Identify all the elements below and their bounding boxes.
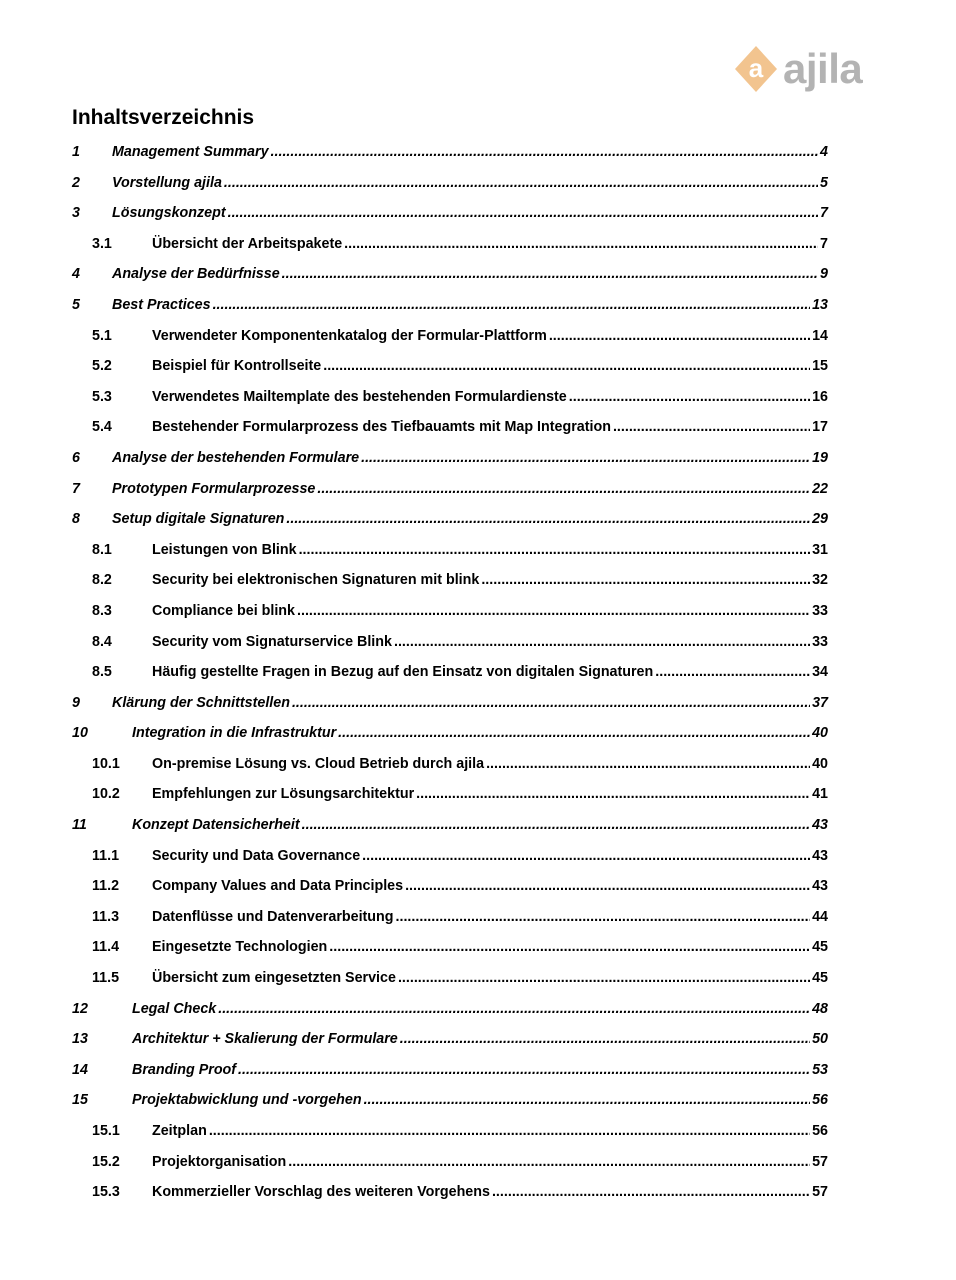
toc-entry-page: 7: [820, 235, 828, 252]
toc-entry-number: 3: [72, 205, 80, 222]
toc-entry-page: 7: [820, 205, 828, 222]
toc-entry[interactable]: [72, 1001, 828, 1032]
toc-entry-title: Security und Data Governance: [152, 847, 361, 864]
toc-entry[interactable]: [72, 297, 828, 328]
toc-entry[interactable]: [72, 664, 828, 695]
toc-entry-number: 11.5: [92, 970, 120, 987]
toc-entry[interactable]: [72, 542, 828, 573]
toc-entry[interactable]: [72, 1123, 828, 1154]
toc-entry-title: Best Practices: [112, 296, 211, 313]
toc-leader-dots: [282, 266, 818, 282]
toc-entry-number: 11.1: [92, 847, 120, 864]
toc-entry-page: 56: [812, 1123, 828, 1139]
toc-entry[interactable]: [72, 1031, 828, 1062]
toc-entry-page: 57: [812, 1184, 828, 1201]
toc-entry-page: 31: [812, 541, 828, 558]
toc-leader-dots: [329, 939, 810, 955]
logo-mark-letter: a: [748, 53, 764, 83]
toc-entry-title: Security bei elektronischen Signaturen mit blink: [152, 572, 480, 589]
toc-leader-dots: [218, 1001, 810, 1017]
toc-entry-page: 33: [812, 602, 828, 619]
toc-entry[interactable]: [72, 634, 828, 665]
toc-entry[interactable]: [72, 603, 828, 634]
toc-entry-page: 9: [820, 266, 828, 283]
toc-leader-dots: [213, 297, 811, 313]
toc-leader-dots: [613, 419, 810, 435]
toc-entry-page: 29: [812, 511, 828, 528]
toc-entry-number: 10.1: [92, 755, 120, 772]
toc-entry-number: 10.2: [92, 786, 120, 803]
toc-entry-title: Prototypen Formularprozesse: [112, 480, 316, 497]
toc-entry-page: 5: [820, 174, 828, 191]
toc-entry-number: 5: [72, 296, 80, 313]
toc-entry[interactable]: [72, 817, 828, 848]
toc-entry-page: 41: [812, 786, 828, 803]
toc-entry-number: 5.4: [92, 419, 112, 436]
toc-entry-title: Eingesetzte Technologien: [152, 939, 328, 956]
toc-entry-page: 57: [812, 1153, 828, 1170]
toc-entry-number: 8.4: [92, 633, 112, 650]
toc-entry-title: Vorstellung ajila: [112, 174, 222, 191]
toc-entry-number: 8.1: [92, 541, 112, 558]
toc-leader-dots: [569, 389, 810, 405]
toc-entry-number: 3.1: [92, 235, 112, 252]
toc-entry-number: 11.3: [92, 908, 120, 925]
toc-entry-title: Kommerzieller Vorschlag des weiteren Vorgehens: [152, 1184, 490, 1201]
ajila-logo: [733, 42, 862, 96]
toc-entry-page: 40: [812, 755, 828, 772]
toc-entry-page: 14: [812, 327, 828, 344]
toc-entry-number: 7: [72, 480, 80, 497]
toc-entry[interactable]: [72, 695, 828, 726]
toc-leader-dots: [549, 328, 810, 344]
toc-entry[interactable]: [72, 939, 828, 970]
toc-entry-number: 11.4: [92, 939, 120, 956]
toc-entry-title: Architektur + Skalierung der Formulare: [132, 1031, 398, 1048]
toc-entry[interactable]: [72, 878, 828, 909]
toc-entry-title: Häufig gestellte Fragen in Bezug auf den Einsatz von digitalen Signaturen: [152, 664, 654, 681]
toc-entry-number: 14: [72, 1061, 88, 1078]
toc-leader-dots: [364, 1092, 811, 1108]
toc-entry-number: 13: [72, 1031, 88, 1048]
toc-leader-dots: [481, 572, 810, 588]
toc-entry[interactable]: [72, 236, 828, 267]
toc-entry-title: Konzept Datensicherheit: [132, 817, 300, 834]
toc-entry-page: 43: [812, 878, 828, 895]
toc-entry[interactable]: [72, 266, 828, 297]
toc-entry-page: 50: [812, 1031, 828, 1048]
toc-leader-dots: [302, 817, 810, 833]
toc-entry-page: 17: [812, 419, 828, 436]
toc-leader-dots: [396, 909, 811, 925]
toc-entry-title: Verwendetes Mailtemplate des bestehenden Formulardienste: [152, 388, 567, 405]
toc-entry-number: 5.1: [92, 327, 112, 344]
toc-entry-title: Integration in die Infrastruktur: [132, 725, 337, 742]
toc-entry-page: 43: [812, 847, 828, 864]
toc-heading: Inhaltsverzeichnis: [72, 106, 255, 129]
table-of-contents: [72, 144, 828, 1215]
toc-entry-title: Security vom Signaturservice Blink: [152, 633, 392, 650]
toc-entry[interactable]: [72, 1092, 828, 1123]
toc-entry[interactable]: [72, 756, 828, 787]
toc-entry-number: 8.5: [92, 664, 112, 681]
toc-entry-title: Branding Proof: [132, 1061, 237, 1078]
toc-entry-title: Empfehlungen zur Lösungsarchitektur: [152, 786, 415, 803]
toc-entry-number: 8: [72, 511, 80, 528]
toc-leader-dots: [361, 450, 810, 466]
toc-leader-dots: [299, 542, 811, 558]
toc-entry-title: Projektorganisation: [152, 1153, 287, 1170]
toc-entry-number: 4: [72, 266, 80, 283]
toc-entry-title: Verwendeter Komponentenkatalog der Formular-Plattform: [152, 327, 547, 344]
toc-entry[interactable]: [72, 848, 828, 879]
toc-leader-dots: [400, 1031, 810, 1047]
toc-entry-page: 19: [812, 449, 828, 466]
toc-entry[interactable]: [72, 175, 828, 206]
toc-entry-number: 15.3: [92, 1184, 120, 1201]
toc-entry-page: 4: [820, 144, 828, 160]
toc-entry-title: Datenflüsse und Datenverarbeitung: [152, 908, 394, 925]
toc-entry-page: 16: [812, 388, 828, 405]
toc-entry[interactable]: [72, 450, 828, 481]
toc-entry-title: Setup digitale Signaturen: [112, 511, 285, 528]
toc-entry-number: 9: [72, 694, 80, 711]
toc-entry-page: 13: [812, 296, 828, 313]
toc-entry-title: Company Values and Data Principles: [152, 878, 404, 895]
toc-entry-number: 11: [72, 817, 87, 834]
toc-entry-number: 15: [72, 1092, 88, 1109]
toc-entry-title: Beispiel für Kontrollseite: [152, 358, 322, 375]
toc-leader-dots: [362, 848, 810, 864]
toc-leader-dots: [317, 481, 810, 497]
toc-entry-title: Zeitplan: [152, 1123, 207, 1139]
toc-leader-dots: [492, 1184, 810, 1200]
toc-entry-number: 2: [72, 174, 80, 191]
toc-entry-title: Analyse der bestehenden Formulare: [112, 449, 360, 466]
toc-leader-dots: [292, 695, 810, 711]
toc-entry-page: 44: [812, 908, 828, 925]
toc-leader-dots: [398, 970, 810, 986]
toc-entry[interactable]: [72, 481, 828, 512]
toc-entry-number: 12: [72, 1000, 88, 1017]
toc-leader-dots: [286, 511, 810, 527]
toc-entry[interactable]: [72, 725, 828, 756]
toc-entry-page: 34: [812, 664, 828, 681]
toc-entry-page: 33: [812, 633, 828, 650]
toc-entry-title: Übersicht zum eingesetzten Service: [152, 970, 396, 987]
toc-entry[interactable]: [72, 328, 828, 359]
toc-entry-title: Übersicht der Arbeitspakete: [152, 235, 343, 252]
toc-entry-page: 40: [812, 725, 828, 742]
toc-leader-dots: [486, 756, 810, 772]
toc-entry-number: 8.3: [92, 602, 112, 619]
toc-leader-dots: [271, 144, 819, 160]
toc-entry[interactable]: [72, 419, 828, 450]
toc-entry[interactable]: [72, 786, 828, 817]
toc-entry-title: Management Summary: [112, 144, 269, 160]
toc-entry[interactable]: [72, 205, 828, 236]
ajila-diamond-icon: [733, 44, 779, 94]
toc-entry-page: 45: [812, 939, 828, 956]
toc-entry-page: 45: [812, 970, 828, 987]
toc-entry-title: Legal Check: [132, 1000, 217, 1017]
toc-entry-title: Klärung der Schnittstellen: [112, 694, 290, 711]
logo-wordmark: ajila: [783, 45, 863, 92]
toc-entry-title: Analyse der Bedürfnisse: [112, 266, 280, 283]
toc-entry-page: 56: [812, 1092, 828, 1109]
toc-leader-dots: [405, 878, 810, 894]
toc-entry-page: 53: [812, 1061, 828, 1078]
toc-leader-dots: [224, 175, 818, 191]
toc-entry[interactable]: [72, 389, 828, 420]
toc-entry[interactable]: [72, 1184, 828, 1215]
toc-entry-page: 32: [812, 572, 828, 589]
toc-entry[interactable]: [72, 572, 828, 603]
toc-entry-number: 6: [72, 449, 80, 466]
toc-entry-title: Lösungskonzept: [112, 205, 226, 222]
toc-entry-number: 15.2: [92, 1153, 120, 1170]
toc-entry[interactable]: [72, 970, 828, 1001]
toc-leader-dots: [209, 1123, 810, 1139]
toc-leader-dots: [323, 358, 810, 374]
toc-entry-title: On-premise Lösung vs. Cloud Betrieb durch ajila: [152, 755, 485, 772]
toc-entry-number: 5.3: [92, 388, 112, 405]
toc-entry[interactable]: [72, 1062, 828, 1093]
toc-entry-page: 48: [812, 1000, 828, 1017]
toc-leader-dots: [288, 1154, 810, 1170]
toc-entry-number: 8.2: [92, 572, 112, 589]
toc-leader-dots: [394, 634, 810, 650]
toc-entry[interactable]: [72, 144, 828, 175]
toc-entry[interactable]: [72, 1154, 828, 1185]
toc-entry-number: 15.1: [92, 1123, 120, 1139]
toc-leader-dots: [655, 664, 810, 680]
toc-leader-dots: [238, 1062, 810, 1078]
toc-leader-dots: [297, 603, 810, 619]
toc-entry-page: 22: [812, 480, 828, 497]
toc-entry-page: 15: [812, 358, 828, 375]
toc-entry-number: 10: [72, 725, 88, 742]
toc-entry[interactable]: [72, 909, 828, 940]
toc-leader-dots: [228, 205, 818, 221]
toc-entry-page: 43: [812, 817, 828, 834]
toc-entry-number: 5.2: [92, 358, 112, 375]
toc-leader-dots: [344, 236, 818, 252]
toc-entry-number: 11.2: [92, 878, 120, 895]
toc-entry-title: Bestehender Formularprozess des Tiefbauamts mit Map Integration: [152, 419, 611, 436]
toc-entry-title: Projektabwicklung und -vorgehen: [132, 1092, 362, 1109]
toc-leader-dots: [416, 786, 810, 802]
toc-entry-page: 37: [812, 694, 828, 711]
toc-leader-dots: [338, 725, 810, 741]
toc-entry-title: Leistungen von Blink: [152, 541, 297, 558]
toc-entry[interactable]: [72, 511, 828, 542]
toc-entry[interactable]: [72, 358, 828, 389]
toc-entry-number: 1: [72, 144, 80, 160]
toc-entry-title: Compliance bei blink: [152, 602, 295, 619]
